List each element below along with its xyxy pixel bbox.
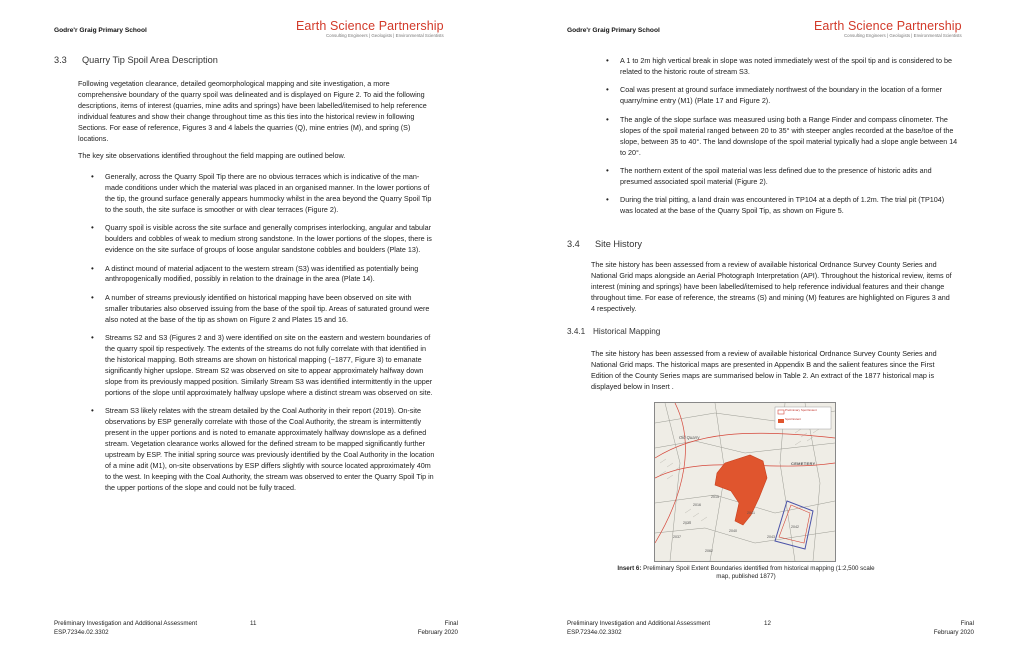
figure-caption — [612, 565, 880, 581]
list-item: • During the trial pitting, a land drain was encountered in TP104 at a depth of 1.2m. The trial pit (TP104) was located at the base of the Quarry Spoil Tip, as shown on Figure 5. — [620, 195, 958, 217]
page-number: 12 — [764, 620, 771, 627]
footer-left — [54, 620, 197, 637]
list-item: • Coal was present at ground surface immediately northwest of the boundary in the location of a former quarry/mine entry (M1) (Plate 17 and Figure 2). — [620, 85, 958, 107]
header-school: Godre'r Graig Primary School — [54, 27, 147, 34]
map-label: 2043 — [767, 535, 775, 539]
observations-list — [105, 172, 435, 501]
header-school: Godre'r Graig Primary School — [567, 27, 660, 34]
legend-label-preliminary: Preliminary Spoil Extent — [785, 408, 817, 412]
map-label: 2042 — [791, 525, 799, 529]
map-label: CEMETERY — [791, 461, 816, 466]
footer-doc-title: Preliminary Investigation and Additional Assessment — [54, 620, 198, 627]
page-12 — [512, 0, 1024, 663]
historical-mapping-paragraph: The site history has been assessed from a review of available historical Ordnance Survey County Series and National Grid maps. The historical maps are presented in Appendix B and the salient features since the First Edition of the County Series maps are summarised below in Table 2. An extract of the 1877 historical map is displayed below in Insert . — [591, 349, 937, 391]
observations-list-continued — [620, 56, 958, 225]
map-label: 2037 — [673, 535, 681, 539]
brand-name: Earth Science Partnership — [814, 19, 962, 33]
list-item: • Quarry spoil is visible across the site surface and generally comprises interlocking, angular and tabular boulders and cobbles of weak to medium strong sandstone. In the lower portions of the slopes, there is evidence on the site surface of groups of loose angular sandstone cobbles and boulders (Plate 13). — [105, 223, 435, 256]
brand-logo — [296, 19, 444, 38]
intro-paragraph: Following vegetation clearance, detailed geomorphological mapping and site investigation, a more comprehensive boundary of the quarry spoil was delineated and is displayed on Figure 2. To aid the following descriptions, items of interest (quarries, mine adits and springs) have been labelled/itemised to help reference individual features and show their change throughout time as this ties into the historical review in following Sections. For ease of reference, Figures 3 and 4 labels the quarries (Q), mine entries (M), and spring (S) locations. — [78, 79, 427, 143]
section-heading — [567, 239, 642, 249]
map-label: 2016 — [693, 503, 701, 507]
list-item: • The angle of the slope surface was measured using both a Range Finder and compass clinometer. The slopes of the spoil material ranged between 20 to 35° with steeper angles recorded at the base/toe of the slope, between 35 to 40°. The land downslope of the spoil material typically had a slope angle between 14 to 20°. — [620, 115, 958, 159]
footer-right — [906, 620, 974, 637]
list-item: • A distinct mound of material adjacent to the western stream (S3) was identified as potentially being anthropogenically modified, possibly in relation to the drainage in the area (Plate 14). — [105, 264, 435, 286]
list-item: • Streams S2 and S3 (Figures 2 and 3) were identified on site on the eastern and western boundaries of the quarry spoil tip respectively. The extents of the streams do not fully correlate with that identified in the historical mapping. Both streams are shown on historical mapping (~1877, Figure 3) to emanate significantly higher upslope. Stream S2 was observed on site to appear approximately halfway down slope from its previously mapped position. Similarly Stream S3 was identified intermittently in the upper portions of the slope until approximately halfway upslope where a distinct stream was observed on site. — [105, 333, 435, 398]
map-label: 2040 — [729, 529, 737, 533]
footer-date: February 2020 — [417, 628, 458, 636]
section-title: Quarry Tip Spoil Area Description — [82, 55, 218, 65]
map-label: Old Quarry — [679, 435, 700, 440]
footer-doc-title: Preliminary Investigation and Additional Assessment — [567, 620, 711, 627]
brand-name: Earth Science Partnership — [296, 19, 444, 33]
section-title: Site History — [595, 239, 642, 249]
section-number: 3.3 — [54, 55, 67, 65]
subsection-title: Historical Mapping — [593, 327, 661, 336]
list-item: • A 1 to 2m high vertical break in slope was noted immediately west of the spoil tip and is considered to be related to the historic route of stream S3. — [620, 56, 958, 78]
footer-doc-ref: ESP.7234e.02.3302 — [567, 628, 622, 636]
historical-map-figure — [654, 402, 836, 562]
historical-map — [655, 403, 835, 561]
footer-left — [567, 620, 710, 637]
caption-label: Insert 6: — [617, 565, 642, 572]
footer-status: Final — [960, 620, 974, 627]
brand-tagline: Consulting Engineers | Geologists | Environmental Scientists — [326, 33, 444, 38]
footer-status: Final — [444, 620, 458, 627]
map-label: 2062 — [705, 549, 713, 553]
map-label: 2015 — [711, 495, 719, 499]
footer-right — [390, 620, 458, 637]
page-number: 11 — [250, 620, 257, 627]
list-item: • The northern extent of the spoil material was less defined due to the presence of historic adits and presumed associated spoil material (Figure 2). — [620, 166, 958, 188]
footer-doc-ref: ESP.7234e.02.3302 — [54, 628, 109, 636]
subsection-number: 3.4.1 — [567, 327, 586, 336]
map-label: 2035 — [683, 521, 691, 525]
legend-label-spoil: Spoil Extent — [785, 417, 802, 421]
caption-text: Preliminary Spoil Extent Boundaries identified from historical mapping (1:2,500 scale map, published 1877) — [641, 565, 875, 581]
brand-tagline: Consulting Engineers | Geologists | Environmental Scientists — [844, 33, 962, 38]
list-item: • A number of streams previously identified on historical mapping have been observed on site with smaller tributaries also observed issuing from the base of the spoil tip. Areas of saturated ground were also noted at the base of the tip as shown on Figure 2 and Plates 15 and 16. — [105, 293, 435, 326]
site-history-paragraph: The site history has been assessed from a review of available historical Ordnance Survey County Series and National Grid maps alongside an Aerial Photograph Interpretation (API). Throughout the historical review, items of interest (mining and springs) have been labelled/itemised to help reference individual features and their change throughout time. For ease of reference, the streams (S) and mining (M) features are highlighted on Figures 3 and 4 respectively. — [591, 260, 952, 313]
brand-logo — [814, 19, 962, 38]
subsection-heading — [567, 327, 660, 336]
key-observations-paragraph: The key site observations identified throughout the field mapping are outlined below. — [78, 151, 346, 160]
map-label: 2041 — [747, 511, 755, 515]
list-item: • Generally, across the Quarry Spoil Tip there are no obvious terraces which is indicative of the man-made conditions under which the material was placed in an organised manner. In the lower portions of the tip, the ground surface generally appears hummocky whilst in the area beyond the Quarry Spoil Tip to the south, the site surface is smoother or with clear terraces (Figure 2). — [105, 172, 435, 216]
list-item: • Stream S3 likely relates with the stream detailed by the Coal Authority in their report (2019). On-site observations by ESP generally correlate with those of the Coal Authority, the stream is intermittently present in the upper portions and is noted to emanate approximately halfway downslope as a defined stream. Vegetation clearance works allowed for the defined stream to be mapped significantly further upstream by ESP. The initial spring source was previously identified by the Coal Authority in the location of a mine adit (M1), on-site observations by ESP differs slightly with source located approximately 40m to the west. In keeping with the Coal Authority, the stream was observed to enter the Quarry Spoil Tip in the upper portions of the slope and could not be fully traced. — [105, 406, 435, 493]
section-number: 3.4 — [567, 239, 580, 249]
section-heading — [54, 55, 218, 65]
footer-date: February 2020 — [933, 628, 974, 636]
